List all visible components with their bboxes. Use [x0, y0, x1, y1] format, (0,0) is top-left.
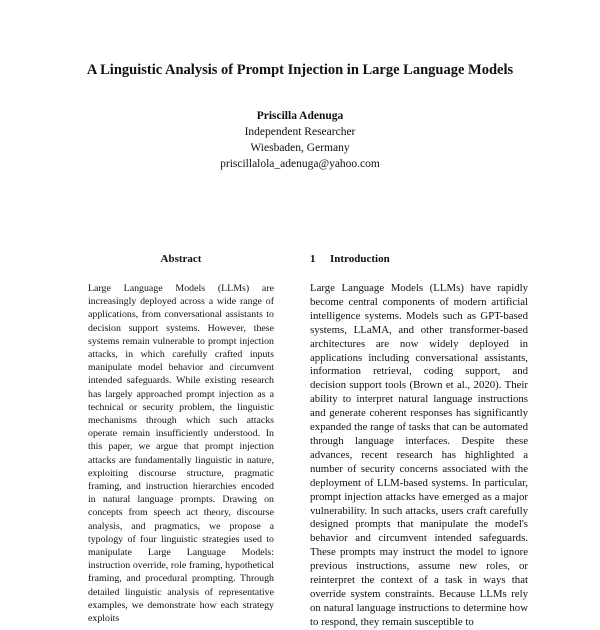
section-title: Introduction — [330, 253, 390, 265]
introduction-column — [310, 252, 528, 630]
author-email: priscillalola_adenuga@yahoo.com — [220, 158, 380, 170]
section-number: 1 — [310, 253, 316, 265]
abstract-text: Large Language Models (LLMs) are increasingly deployed across a wide range of applications, from conversational assistants to decision support systems. However, these systems remain vulnerable to prompt injection attacks, in which carefully crafted inputs manipulate model behavior and circumvent intended safeguards. While existing research has largely approached prompt injection as a technical or security problem, the linguistic mechanisms through which such attacks operate remain insufficiently understood. In this paper, we argue that prompt injection attacks are fundamentally linguistic in nature, exploiting discourse structure, pragmatic framing, and instruction hierarchies encoded in natural language prompts. Drawing on concepts from speech act theory, discourse analysis, and pragmatics, we propose a typology of four linguistic strategies used to manipulate Large Language Models: instruction override, role framing, hypothetical framing, and procedural prompting. Through detailed linguistic analysis of representative examples, we demonstrate how each strategy exploits — [88, 283, 274, 625]
paper-title: A Linguistic Analysis of Prompt Injection in Large Language Models — [86, 62, 514, 78]
author-affiliation: Independent Researcher — [244, 126, 356, 138]
author-block — [0, 108, 600, 172]
introduction-heading — [310, 252, 528, 266]
abstract-column — [88, 252, 274, 625]
author-location: Wiesbaden, Germany — [250, 142, 350, 154]
author-name: Priscilla Adenuga — [256, 110, 344, 122]
introduction-text: Large Language Models (LLMs) have rapidly become central components of modern artificial intelligence systems. Models such as GPT-based systems, LLaMA, and other transformer-based architectures are now widely deployed in applications including conversational assistants, information retrieval, coding support, and decision support tools (Brown et al., 2020). Their ability to interpret natural language instructions and generate coherent responses has significantly expanded the range of tasks that can be automated through language interfaces. Despite these advances, recent research has highlighted a number of security concerns associated with the deployment of LLM-based systems. In particular, prompt injection attacks have emerged as a major vulnerability. In such attacks, users craft carefully designed prompts that manipulate the model's behavior and circumvent intended safeguards. These prompts may instruct the model to ignore previous instructions, assume new roles, or reinterpret the context of a task in ways that override system constraints. Because LLMs rely on natural language instructions to determine how to respond, they remain susceptible to — [310, 282, 528, 628]
abstract-heading: Abstract — [160, 253, 202, 265]
